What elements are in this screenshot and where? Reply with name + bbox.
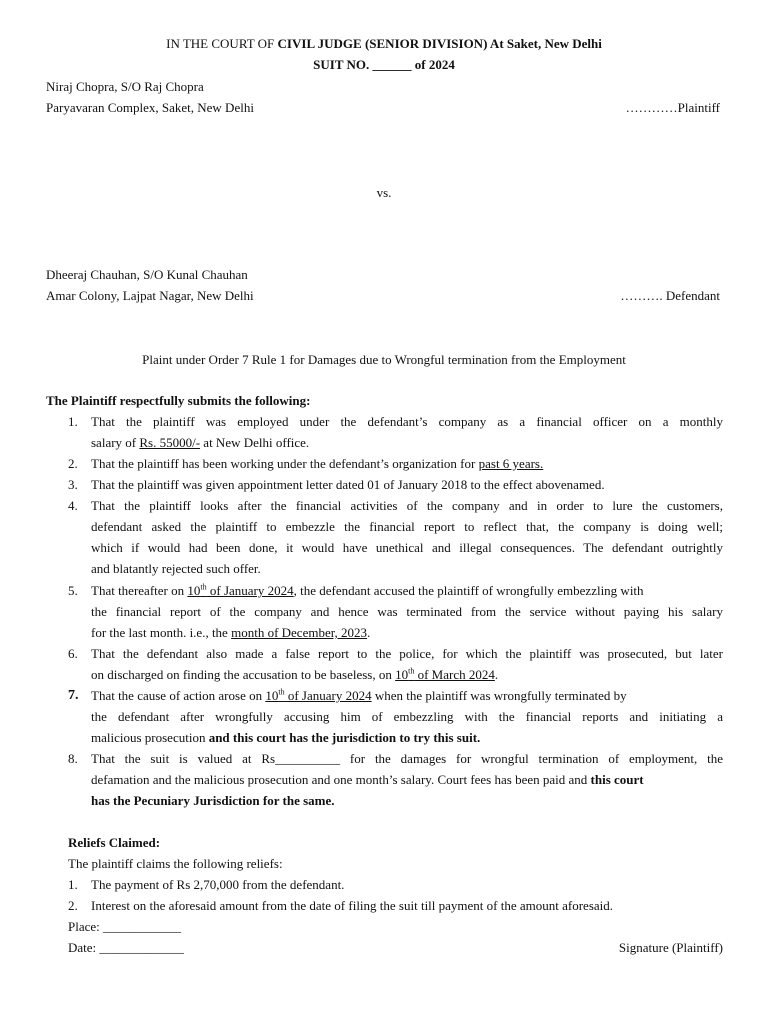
relief-item: Interest on the aforesaid amount from the date of filing the suit till payment of the amount aforesaid.	[91, 898, 614, 913]
paragraph-line: That the plaintiff was given appointment letter dated 01 of January 2018 to the effect abovenamed.	[91, 477, 605, 492]
text-run: That the plaintiff has been working under the defendant’s organization for	[91, 456, 479, 471]
plaintiff-role: …………Plaintiff	[625, 100, 720, 115]
text-run: malicious prosecution	[91, 730, 209, 745]
plaintiff-address: Paryavaran Complex, Saket, New Delhi	[46, 100, 254, 115]
paragraph-line: That the suit is valued at Rs__________ for the damages for wrongful termination of employment, the	[91, 751, 723, 766]
defendant-name: Dheeraj Chauhan, S/O Kunal Chauhan	[46, 267, 248, 282]
paragraph-7	[91, 688, 723, 751]
paragraph-line	[91, 583, 723, 604]
paragraph-line	[91, 435, 723, 456]
paragraph-number: 4.	[68, 498, 78, 513]
discharge-date	[395, 667, 495, 682]
text-run: 10	[395, 667, 409, 682]
paragraph-5	[91, 583, 723, 646]
suit-number	[0, 57, 768, 73]
text-run: salary of	[91, 435, 140, 450]
date-field: Date: _____________	[68, 940, 184, 955]
termination-date	[187, 583, 293, 598]
paragraph-line	[91, 667, 723, 688]
paragraph-number: 6.	[68, 646, 78, 661]
unpaid-month: month of December, 2023	[231, 625, 368, 640]
ordinal-suffix: th	[408, 666, 415, 676]
paragraph-number: 8.	[68, 751, 78, 766]
text-run: That the cause of action arose on	[91, 688, 266, 703]
paragraph-line: and blatantly rejected such offer.	[91, 561, 261, 576]
defendant-role: ………. Defendant	[620, 288, 720, 303]
paragraph-line	[91, 625, 723, 646]
paragraph-number: 2.	[68, 456, 78, 471]
suit-number-text: SUIT NO. ______ of 2024	[313, 57, 455, 72]
text-run: .	[494, 667, 499, 682]
paragraph-4	[91, 498, 723, 582]
plaint-title: Plaint under Order 7 Rule 1 for Damages due to Wrongful termination from the Employment	[142, 352, 626, 367]
ordinal-suffix: th	[278, 687, 285, 697]
place-field: Place: ____________	[68, 919, 182, 934]
paragraph-line	[91, 688, 723, 709]
plaintiff-signature: Signature (Plaintiff)	[618, 940, 723, 955]
text-run: of January 2024	[206, 583, 294, 598]
text-run: 10	[265, 688, 279, 703]
service-duration: past 6 years.	[478, 456, 544, 471]
paragraph-number: 3.	[68, 477, 78, 492]
text-run: for the last month. i.e., the	[91, 625, 232, 640]
paragraph-line	[91, 772, 723, 793]
paragraph-line	[91, 730, 723, 751]
text-run: when the plaintiff was wrongfully terminated by	[371, 688, 627, 703]
paragraph-number: 5.	[68, 583, 78, 598]
relief-number: 1.	[68, 877, 78, 892]
paragraph-line: which if would had been done, it would have unethical and illegal consequences. The defendant outrightly	[91, 540, 723, 555]
cause-of-action-date	[265, 688, 371, 703]
text-run: That thereafter on	[91, 583, 188, 598]
text-run: on discharged on finding the accusation to be baseless, on	[91, 667, 396, 682]
court-heading	[0, 36, 768, 52]
paragraph-number: 1.	[68, 414, 78, 429]
relief-number: 2.	[68, 898, 78, 913]
paragraph-6	[91, 646, 723, 688]
versus: vs.	[376, 185, 392, 200]
reliefs-heading-text: Reliefs Claimed:	[68, 835, 161, 850]
paragraph-3	[91, 477, 723, 498]
paragraph-line: That the defendant also made a false report to the police, for which the plaintiff was prosecuted, but later	[91, 646, 723, 661]
paragraph-number: 7.	[68, 688, 79, 703]
submission-heading-text: The Plaintiff respectfully submits the following:	[46, 393, 311, 408]
text-run: 10	[187, 583, 201, 598]
jurisdiction-statement: and this court has the jurisdiction to try this suit.	[208, 730, 481, 745]
paragraph-line: the defendant after wrongfully accusing him of embezzling with the financial reports and initiating a	[91, 709, 723, 724]
ordinal-suffix: th	[200, 582, 207, 592]
text-run: of January 2024	[284, 688, 372, 703]
court-prefix: IN THE COURT OF	[166, 36, 278, 51]
reliefs-intro: The plaintiff claims the following reliefs:	[68, 856, 283, 871]
salary-amount: Rs. 55000/-	[139, 435, 201, 450]
paragraph-line: That the plaintiff looks after the financial activities of the company and in order to lure the customers,	[91, 498, 723, 513]
paragraph-1	[91, 414, 723, 456]
text-run-bold: this court	[590, 772, 644, 787]
text-run: at New Delhi office.	[200, 435, 310, 450]
paragraph-line	[91, 793, 723, 814]
paragraph-line: the financial report of the company and hence was terminated from the service without paying his salary	[91, 604, 723, 619]
submission-heading	[46, 393, 310, 409]
paragraph-line: That the plaintiff was employed under the defendant’s company as a financial officer on a monthly	[91, 414, 723, 429]
paragraph-line	[91, 456, 723, 477]
paragraph-2	[91, 456, 723, 477]
text-run: , the defendant accused the plaintiff of wrongfully embezzling with	[293, 583, 644, 598]
text-run: .	[367, 625, 371, 640]
plaintiff-name: Niraj Chopra, S/O Raj Chopra	[46, 79, 204, 94]
text-run: of March 2024	[414, 667, 495, 682]
relief-item: The payment of Rs 2,70,000 from the defendant.	[91, 877, 345, 892]
paragraph-8	[91, 751, 723, 814]
paragraph-line: defendant asked the plaintiff to embezzle the financial report to reflect that, the company is doing well;	[91, 519, 723, 534]
reliefs-heading	[68, 835, 160, 851]
text-run: defamation and the malicious prosecution and one month’s salary. Court fees has been paid and	[91, 772, 591, 787]
court-name: CIVIL JUDGE (SENIOR DIVISION) At Saket, New Delhi	[277, 36, 602, 51]
pecuniary-jurisdiction-statement: has the Pecuniary Jurisdiction for the same.	[91, 793, 335, 808]
defendant-address: Amar Colony, Lajpat Nagar, New Delhi	[46, 288, 254, 303]
